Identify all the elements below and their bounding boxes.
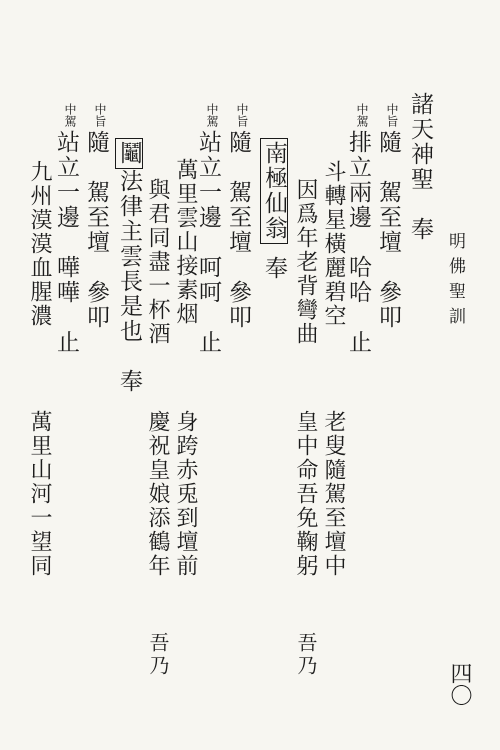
verse-column: 因爲年老背彎曲: [293, 178, 318, 346]
page-number: 四〇: [447, 662, 472, 706]
verse-column: 萬里雲山接素烟: [173, 158, 198, 326]
verse-speaker: 吾乃: [294, 632, 318, 678]
verse-column: 隨 駕至壇 參叩: [83, 130, 109, 330]
running-title: 明佛聖訓: [445, 232, 465, 332]
deity-name: 南極仙翁: [260, 138, 288, 244]
verse-speaker: 吾乃: [146, 632, 170, 678]
verse-text: 法律主雲長是也 奉: [116, 169, 142, 394]
deity-name-column: [262, 138, 285, 281]
verse-prefix: 中旨: [235, 103, 249, 127]
verse-column: 慶祝皇娘添鶴年: [145, 410, 170, 578]
verse-column: 隨 駕至壇 參叩: [225, 130, 251, 330]
verse-column: 諸天神聖 奉: [407, 92, 433, 242]
verse-column: 九州漠漠血腥濃: [27, 160, 52, 328]
verse-column: 排立兩邊 哈哈 止: [345, 130, 371, 355]
verse-prefix: 中旨: [93, 103, 107, 127]
verse-column: 皇中命吾免鞠躬: [293, 410, 318, 578]
verse-prefix: 中駕: [63, 103, 77, 127]
boxed-glyph: 鬮: [115, 138, 143, 169]
verse-column: 與君同盡一杯酒: [145, 178, 170, 346]
verse-prefix: 中駕: [205, 103, 219, 127]
verse-column: 身跨赤兎到壇前: [173, 410, 198, 578]
verse-prefix: 中旨: [385, 103, 399, 127]
verse-column: 站立一邊 嘩嘩 止: [53, 130, 79, 355]
verse-column: 萬里山河一望同: [27, 410, 52, 578]
verse-suffix: 奉: [261, 256, 287, 281]
deity-name-column: [117, 138, 140, 394]
verse-column: 老叟隨駕至壇中: [321, 410, 346, 578]
verse-column: 斗轉星橫麗碧空: [321, 160, 346, 328]
verse-column: 站立一邊 呵呵 止: [195, 130, 221, 355]
verse-prefix: 中駕: [355, 103, 369, 127]
verse-column: 隨 駕至壇 參叩: [375, 130, 401, 330]
